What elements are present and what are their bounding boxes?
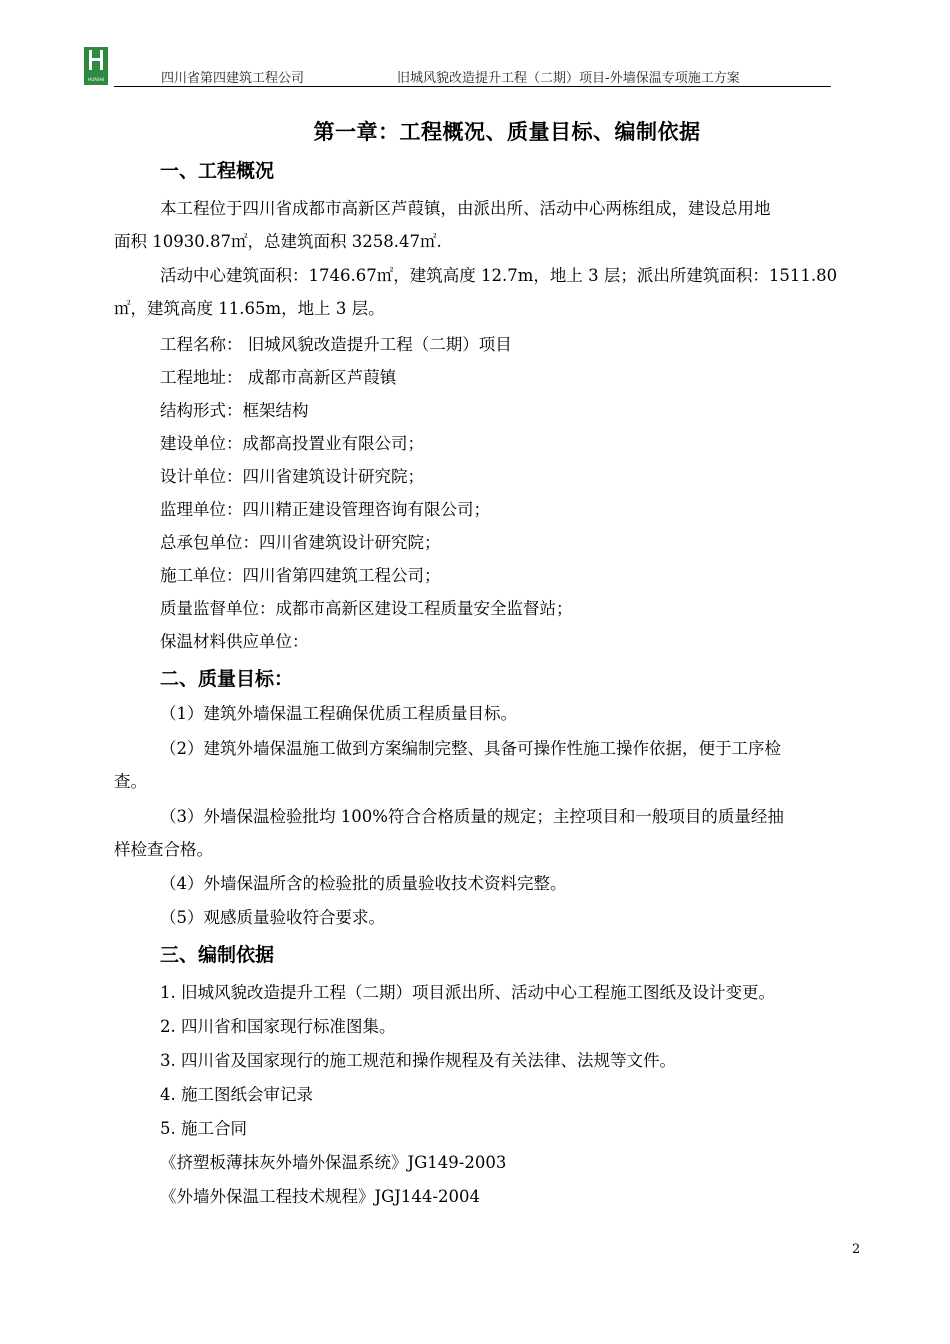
basis-item: 3. 四川省及国家现行的施工规范和操作规程及有关法律、法规等文件。 — [160, 1051, 676, 1070]
project-info-item: 结构形式：框架结构 — [160, 401, 309, 420]
project-info-item: 施工单位：四川省第四建筑工程公司； — [160, 566, 441, 585]
header-divider — [114, 86, 831, 87]
basis-item: 5. 施工合同 — [160, 1119, 247, 1138]
quality-goal: （4）外墙保温所含的检验批的质量验收技术资料完整。 — [160, 874, 567, 893]
svg-text:HUASHI: HUASHI — [87, 77, 105, 82]
chapter-title: 第一章：工程概况、质量目标、编制依据 — [313, 119, 701, 144]
basis-item: 1. 旧城风貌改造提升工程（二期）项目派出所、活动中心工程施工图纸及设计变更。 — [160, 983, 775, 1002]
section-heading-basis: 三、编制依据 — [160, 944, 275, 966]
basis-item: 《挤塑板薄抹灰外墙外保温系统》JG149-2003 — [160, 1153, 507, 1172]
quality-goal: （3）外墙保温检验批均 100%符合合格质量的规定；主控项目和一般项目的质量经抽 — [160, 807, 784, 826]
section-heading-quality: 二、质量目标： — [160, 668, 294, 690]
area-paragraph: ㎡，建筑高度 11.65m，地上 3 层。 — [114, 299, 385, 318]
header-project-title: 旧城风貌改造提升工程（二期）项目-外墙保温专项施工方案 — [397, 71, 740, 86]
basis-item: 4. 施工图纸会审记录 — [160, 1085, 313, 1104]
overview-paragraph: 面积 10930.87㎡，总建筑面积 3258.47㎡. — [114, 232, 442, 251]
header-company-name: 四川省第四建筑工程公司 — [161, 71, 305, 86]
quality-goal: （2）建筑外墙保温施工做到方案编制完整、具备可操作性施工操作依据，便于工序检 — [160, 739, 781, 758]
section-heading-overview: 一、工程概况 — [160, 160, 275, 182]
project-info-item: 总承包单位：四川省建筑设计研究院； — [160, 533, 441, 552]
quality-goal: 样检查合格。 — [114, 840, 213, 859]
company-logo — [84, 47, 108, 85]
basis-item: 2. 四川省和国家现行标准图集。 — [160, 1017, 396, 1036]
project-info-item: 设计单位：四川省建筑设计研究院； — [160, 467, 424, 486]
project-info-item: 监理单位：四川精正建设管理咨询有限公司； — [160, 500, 490, 519]
project-info-item: 建设单位：成都高投置业有限公司； — [160, 434, 424, 453]
quality-goal: （1）建筑外墙保温工程确保优质工程质量目标。 — [160, 704, 517, 723]
overview-paragraph: 本工程位于四川省成都市高新区芦葭镇，由派出所、活动中心两栋组成，建设总用地 — [160, 199, 771, 218]
basis-item: 《外墙外保温工程技术规程》JGJ144-2004 — [160, 1187, 480, 1206]
quality-goal: 查。 — [114, 772, 147, 791]
area-paragraph: 活动中心建筑面积：1746.67㎡，建筑高度 12.7m，地上 3 层；派出所建筑面积：1511.80 — [160, 266, 838, 285]
page-number: 2 — [852, 1242, 861, 1257]
project-info-item: 保温材料供应单位： — [160, 632, 309, 651]
project-info-item: 工程地址： 成都市高新区芦葭镇 — [160, 368, 397, 387]
project-info-item: 质量监督单位：成都市高新区建设工程质量安全监督站； — [160, 599, 573, 618]
quality-goal: （5）观感质量验收符合要求。 — [160, 908, 385, 927]
project-info-item: 工程名称： 旧城风貌改造提升工程（二期）项目 — [160, 335, 512, 354]
